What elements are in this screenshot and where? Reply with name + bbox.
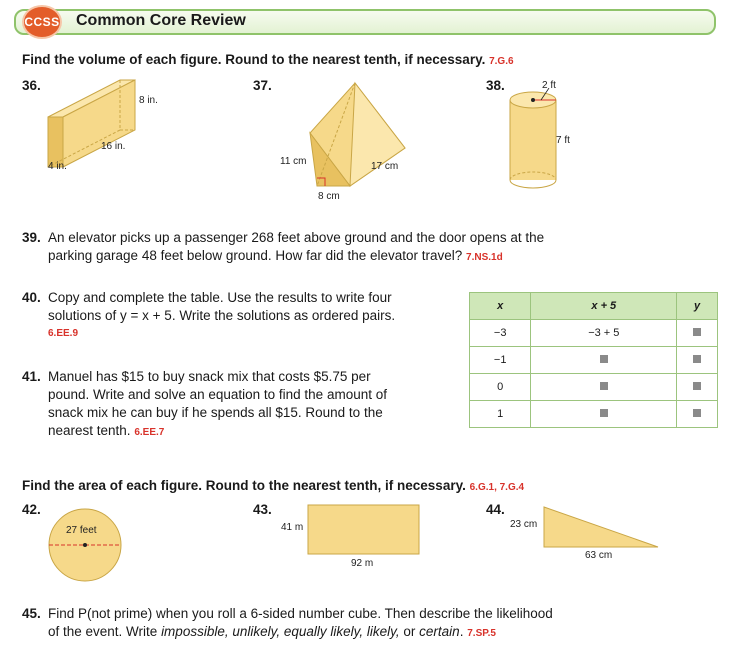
- volume-standard: 7.G.6: [489, 56, 514, 67]
- triangular-prism-figure: [305, 78, 415, 193]
- p39-standard: 7.NS.1d: [466, 252, 503, 263]
- xy-table: [469, 292, 718, 428]
- p41-line3: snack mix he can buy if he spends all $15. Round to the: [48, 405, 383, 420]
- answer-box-icon: [693, 328, 701, 336]
- table-row: [470, 347, 718, 374]
- p41-line1: Manuel has $15 to buy snack mix that costs $5.75 per: [48, 369, 371, 384]
- answer-box-icon: [600, 409, 608, 417]
- table-row: [470, 320, 718, 347]
- table-cell-blank: [677, 374, 718, 401]
- p41-line4: nearest tenth.: [48, 423, 131, 438]
- p40-standard: 6.EE.9: [48, 328, 79, 339]
- p36-width-label: 4 in.: [48, 161, 67, 172]
- answer-box-icon: [693, 382, 701, 390]
- p36-length-label: 16 in.: [101, 141, 126, 152]
- problem-45-number: 45.: [22, 606, 41, 621]
- p45-line1: Find P(not prime) when you roll a 6-sided number cube. Then describe the likelihood: [48, 606, 553, 621]
- problem-41-text: [48, 368, 448, 442]
- problem-40-text: [48, 289, 468, 343]
- problem-44-number: 44.: [486, 502, 505, 517]
- problem-39-number: 39.: [22, 230, 41, 245]
- p36-height-label: 8 in.: [139, 95, 158, 106]
- volume-heading: [22, 52, 514, 67]
- p38-height-label: 7 ft: [556, 135, 570, 146]
- p45-line2-certain: certain: [419, 624, 460, 639]
- table-cell-blank: [677, 320, 718, 347]
- ccss-badge: CCSS: [22, 5, 62, 39]
- answer-box-icon: [693, 355, 701, 363]
- p40-line2: solutions of y = x + 5. Write the solutions as ordered pairs.: [48, 308, 396, 323]
- table-cell: 1: [470, 401, 531, 428]
- problem-43-number: 43.: [253, 502, 272, 517]
- problem-37-number: 37.: [253, 78, 272, 93]
- answer-box-icon: [600, 382, 608, 390]
- p37-height-label: 11 cm: [280, 156, 307, 167]
- p40-line1: Copy and complete the table. Use the results to write four: [48, 290, 392, 305]
- table-cell: −3 + 5: [531, 320, 677, 347]
- p38-radius-label: 2 ft: [542, 80, 556, 91]
- table-header-y: y: [677, 293, 718, 320]
- rectangle-figure: [307, 504, 421, 556]
- table-row: [470, 374, 718, 401]
- p42-diameter-label: 27 feet: [66, 525, 97, 536]
- p45-line2-pre: of the event. Write: [48, 624, 162, 639]
- p43-height-label: 41 m: [281, 522, 304, 533]
- p37-base-label: 8 cm: [318, 191, 340, 202]
- table-cell: −3: [470, 320, 531, 347]
- table-cell-blank: [531, 401, 677, 428]
- table-header-x-plus-5: x + 5: [531, 293, 677, 320]
- p44-height-label: 23 cm: [510, 519, 538, 530]
- problem-36-number: 36.: [22, 78, 41, 93]
- circle-figure: [45, 505, 125, 585]
- banner-title: Common Core Review: [76, 12, 246, 29]
- table-cell-blank: [531, 347, 677, 374]
- table-header-x: x: [470, 293, 531, 320]
- area-heading: [22, 478, 524, 493]
- p45-standard: 7.SP.5: [467, 628, 496, 639]
- area-heading-text: Find the area of each figure. Round to the nearest tenth, if necessary.: [22, 478, 466, 493]
- table-row: [470, 401, 718, 428]
- p45-line2-end: .: [459, 624, 464, 639]
- p44-base-label: 63 cm: [585, 550, 613, 561]
- problem-42-number: 42.: [22, 502, 41, 517]
- area-standard: 6.G.1, 7.G.4: [469, 482, 525, 493]
- problem-38-number: 38.: [486, 78, 505, 93]
- p45-line2-or: or: [399, 624, 420, 639]
- table-cell: −1: [470, 347, 531, 374]
- table-cell-blank: [677, 347, 718, 374]
- problem-40-number: 40.: [22, 290, 41, 305]
- table-header-row: [470, 293, 718, 320]
- p37-length-label: 17 cm: [371, 161, 399, 172]
- p45-line2-italic: impossible, unlikely, equally likely, likely,: [161, 624, 400, 639]
- right-triangle-figure: [542, 505, 662, 549]
- p43-width-label: 92 m: [351, 558, 374, 569]
- p39-line1: An elevator picks up a passenger 268 feet above ground and the door opens at the: [48, 230, 545, 245]
- problem-45-text: [48, 605, 688, 643]
- p41-standard: 6.EE.7: [134, 427, 165, 438]
- answer-box-icon: [600, 355, 608, 363]
- p39-line2: parking garage 48 feet below ground. How far did the elevator travel?: [48, 248, 463, 263]
- table-cell-blank: [677, 401, 718, 428]
- p41-line2: pound. Write and solve an equation to find the amount of: [48, 387, 387, 402]
- answer-box-icon: [693, 409, 701, 417]
- volume-heading-text: Find the volume of each figure. Round to the nearest tenth, if necessary.: [22, 52, 486, 67]
- problem-39-text: [48, 229, 608, 267]
- table-cell-blank: [531, 374, 677, 401]
- problem-41-number: 41.: [22, 369, 41, 384]
- table-cell: 0: [470, 374, 531, 401]
